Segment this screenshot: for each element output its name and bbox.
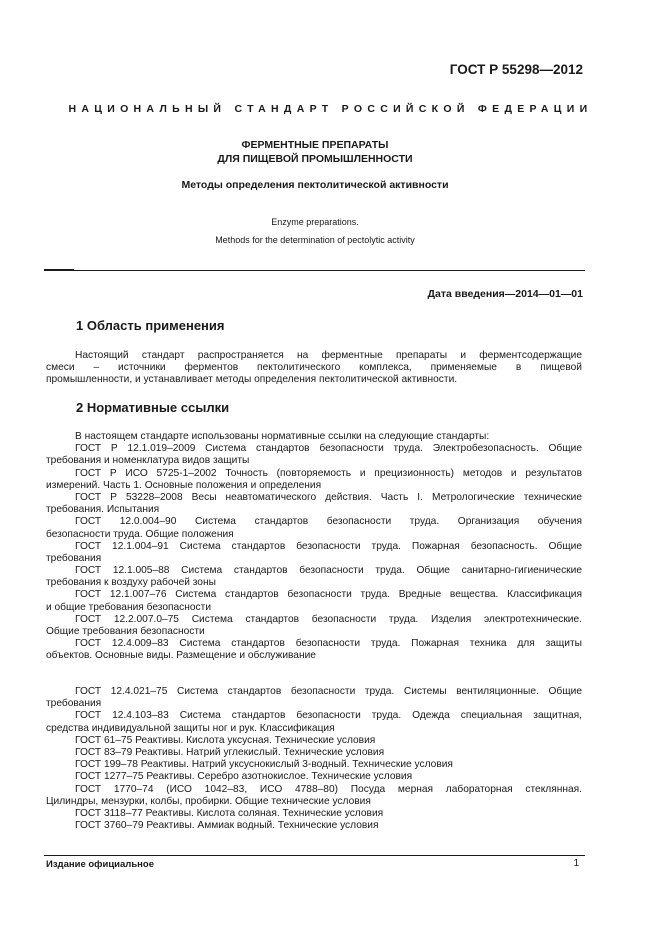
- section-2-references-part-1: [46, 431, 582, 663]
- text-line: ГОСТ 3760–79 Реактивы. Аммиак водный. Технические условия: [75, 820, 379, 832]
- english-title-line-2: Methods for the determination of pectolytic activity: [215, 235, 415, 245]
- text-line: требования: [46, 552, 102, 564]
- text-line: ГОСТ 1770–74 (ИСО 1042–83, ИСО 4788–80) Посуда мерная лабораторная стеклянная.: [75, 783, 582, 795]
- text-line: ГОСТ Р 53228–2008 Весы неавтоматического действия. Часть I. Метрологические технические: [75, 491, 582, 503]
- section-1-text: [46, 350, 582, 387]
- title-line-1: ФЕРМЕНТНЫЕ ПРЕПАРАТЫ: [241, 139, 389, 151]
- text-line: ГОСТ 12.1.004–91 Система стандартов безопасности труда. Пожарная безопасность. Общие: [75, 540, 582, 552]
- text-line: требования к воздуху рабочей зоны: [46, 577, 216, 589]
- text-line: ГОСТ 3118–77 Реактивы. Кислота соляная. Технические условия: [75, 807, 384, 819]
- text-line: средства индивидуальной защиты ног и рук. Классификация: [46, 722, 335, 734]
- page-number: 1: [573, 858, 579, 869]
- text-line: ГОСТ 12.2.007.0–75 Система стандартов безопасности труда. Изделия электротехнические.: [75, 613, 582, 625]
- text-line: ГОСТ 61–75 Реактивы. Кислота уксусная. Технические условия: [75, 734, 376, 746]
- text-line: ГОСТ 199–78 Реактивы. Натрий уксуснокислый 3-водный. Технические условия: [75, 759, 453, 771]
- title-divider: [44, 270, 585, 271]
- section-1-heading: 1 Область применения: [76, 318, 225, 333]
- text-line: промышленности, и устанавливает методы определения пектолитической активности.: [46, 374, 458, 386]
- subtitle: Методы определения пектолитической активности: [181, 179, 449, 191]
- text-line: требования и номенклатура видов защиты: [46, 455, 250, 467]
- text-line: требования: [46, 698, 102, 710]
- title-line-2: ДЛЯ ПИЩЕВОЙ ПРОМЫШЛЕННОСТИ: [217, 153, 413, 165]
- english-title-line-1: Enzyme preparations.: [271, 217, 359, 227]
- text-line: Общие требования безопасности: [46, 626, 205, 637]
- text-line: ГОСТ 12.4.103–83 Система стандартов безопасности труда. Одежда специальная защитная,: [75, 710, 582, 722]
- text-line: ГОСТ Р ИСО 5725-1–2002 Точность (повторяемость и прецизионность) методов и результатов: [75, 467, 582, 479]
- text-line: ГОСТ Р 12.1.019–2009 Система стандартов безопасности труда. Электробезопасность. Общие: [75, 443, 582, 455]
- introduction-date: Дата введения—2014—01—01: [427, 288, 583, 300]
- text-line: ГОСТ 12.1.005–88 Система стандартов безопасности труда. Общие санитарно-гигиенические: [75, 565, 582, 577]
- text-line: безопасности труда. Общие положения: [46, 528, 234, 540]
- text-line: ГОСТ 12.0.004–90 Система стандартов безопасности труда. Организация обучения: [75, 516, 582, 528]
- text-line: ГОСТ 83–79 Реактивы. Натрий углекислый. Технические условия: [75, 746, 385, 758]
- text-line: измерений. Часть 1. Основные положения и определения: [46, 479, 322, 491]
- text-line: объектов. Основные виды. Размещение и обслуживание: [46, 650, 316, 662]
- text-line: смеси – источники ферментов пектолитического комплекса, применяемые в пищевой: [46, 362, 582, 374]
- national-standard-banner: НАЦИОНАЛЬНЫЙ СТАНДАРТ РОССИЙСКОЙ ФЕДЕРАЦИИ: [68, 103, 593, 115]
- title-divider-accent: [44, 269, 74, 271]
- section-2-references-part-2: [46, 686, 582, 832]
- text-line: и общие требования безопасности: [46, 601, 212, 613]
- text-line: ГОСТ 12.4.009–83 Система стандартов безопасности труда. Пожарная техника для защиты: [75, 638, 582, 650]
- official-edition-label: Издание официальное: [46, 859, 154, 870]
- text-line: требования. Испытания: [46, 504, 160, 516]
- text-line: Цилиндры, мензурки, колбы, пробирки. Общие технические условия: [46, 795, 371, 807]
- text-line: ГОСТ 12.1.007–76 Система стандартов безопасности труда. Вредные вещества. Классификация: [75, 589, 582, 601]
- text-line: ГОСТ 12.4.021–75 Система стандартов безопасности труда. Системы вентиляционные. Общие: [75, 686, 582, 697]
- standard-code: ГОСТ Р 55298—2012: [449, 62, 583, 77]
- text-line: ГОСТ 1277–75 Реактивы. Серебро азотнокислое. Технические условия: [75, 771, 413, 783]
- section-2-heading: 2 Нормативные ссылки: [76, 400, 230, 415]
- text-line: В настоящем стандарте использованы нормативные ссылки на следующие стандарты:: [75, 431, 490, 442]
- text-line: Настоящий стандарт распространяется на ферментные препараты и ферментсодержащие: [75, 350, 582, 361]
- footer-divider: [44, 855, 585, 856]
